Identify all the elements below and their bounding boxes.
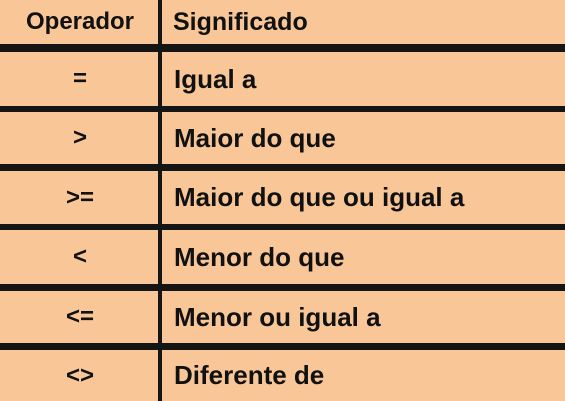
table-row	[0, 230, 565, 284]
operator-cell: >=	[65, 183, 95, 211]
column-divider	[158, 0, 162, 401]
operator-cell: <=	[65, 303, 95, 330]
meaning-cell: Menor ou igual a	[174, 301, 381, 332]
row-divider	[0, 106, 565, 112]
meaning-cell: Maior do que	[174, 122, 336, 153]
table-row	[0, 112, 565, 164]
table-row	[0, 171, 565, 224]
table-row	[0, 350, 565, 401]
meaning-cell: Diferente de	[174, 360, 325, 390]
header-operator: Operador	[25, 8, 135, 35]
row-divider	[0, 224, 565, 230]
table-header-row	[0, 0, 565, 44]
row-divider	[0, 164, 565, 171]
operator-cell: =	[72, 65, 87, 92]
row-divider	[0, 343, 565, 350]
table-row	[0, 291, 565, 343]
meaning-cell: Menor do que	[174, 241, 345, 272]
table-row	[0, 52, 565, 106]
operator-cell: <>	[65, 361, 95, 389]
operator-cell: <	[72, 243, 87, 270]
row-divider	[0, 284, 565, 291]
meaning-cell: Igual a	[174, 63, 257, 94]
meaning-cell: Maior do que ou igual a	[174, 182, 465, 212]
operator-cell: >	[72, 124, 87, 151]
header-meaning: Significado	[173, 7, 308, 36]
header-divider	[0, 44, 565, 52]
